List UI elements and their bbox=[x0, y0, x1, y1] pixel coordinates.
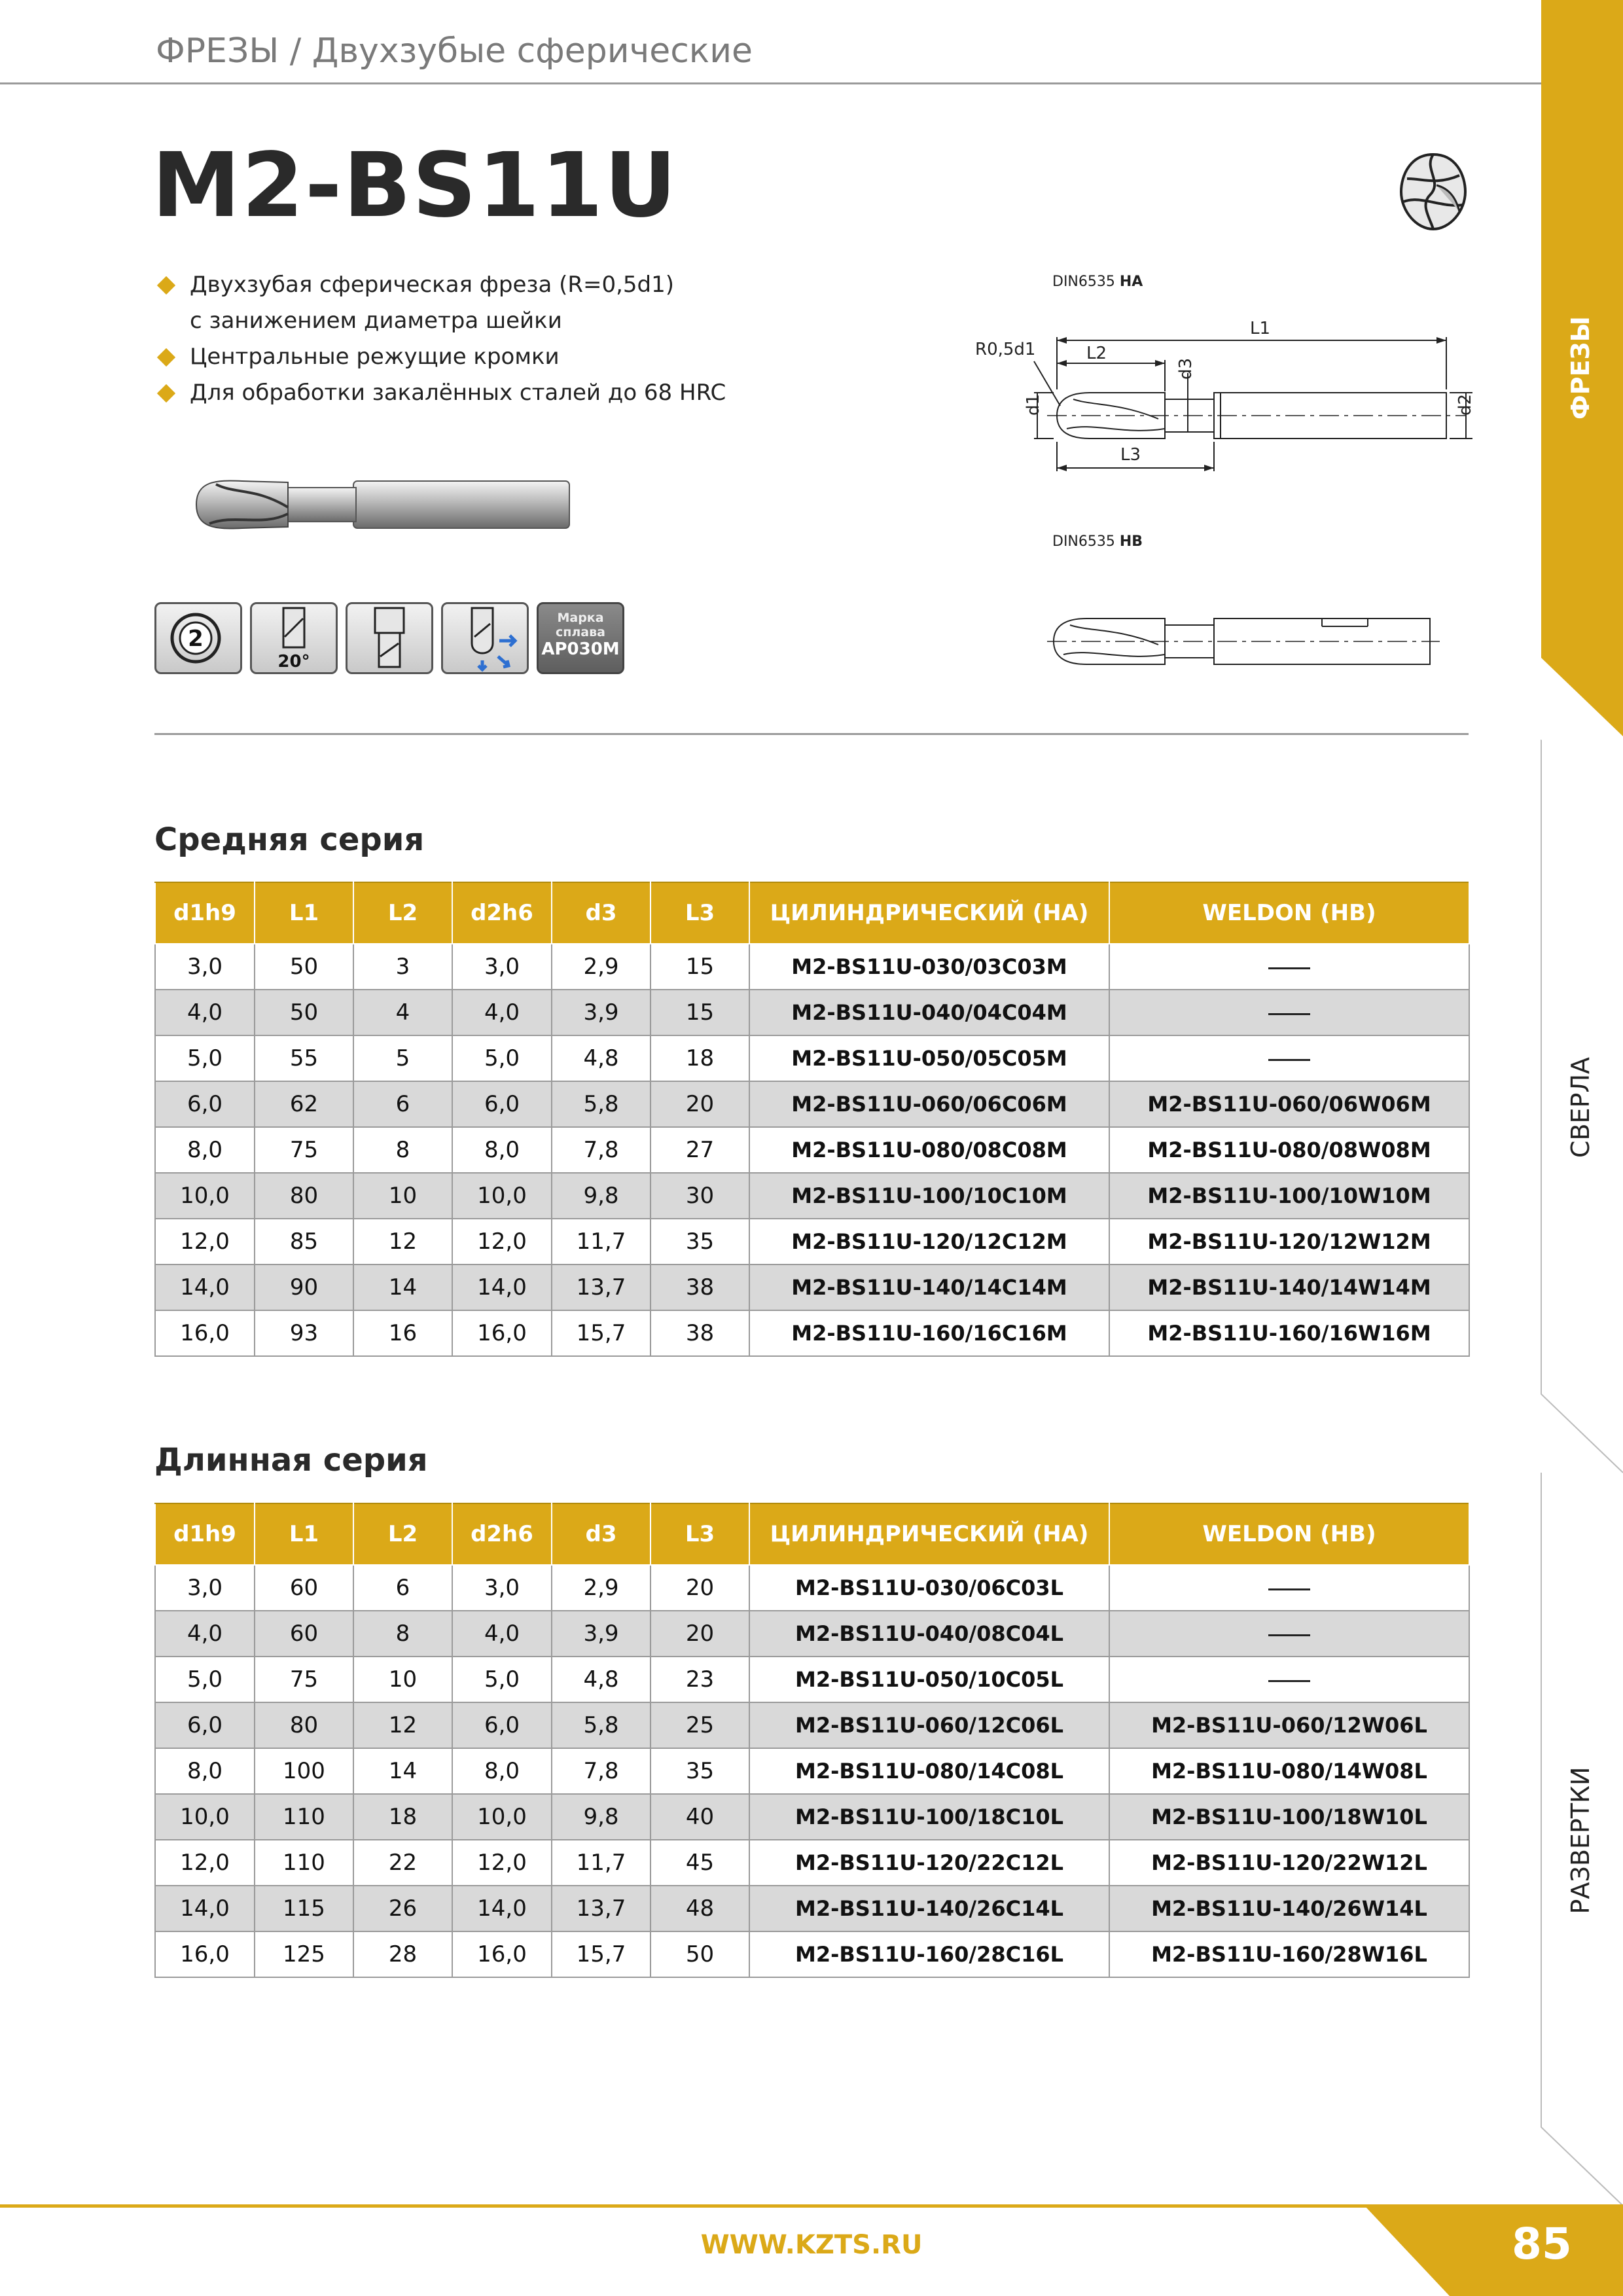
carbide-grade-badge bbox=[537, 602, 624, 674]
dimension-cell: 15,7 bbox=[552, 1931, 651, 1977]
table-row bbox=[155, 1794, 1469, 1840]
dimension-cell: 48 bbox=[651, 1886, 749, 1931]
din-hb-label: DIN6535 HB bbox=[1052, 533, 1143, 550]
dimension-cell: 75 bbox=[255, 1657, 353, 1702]
article-code-cell: M2-BS11U-040/04C04M bbox=[749, 990, 1109, 1035]
dash-icon bbox=[1268, 1634, 1310, 1636]
dimension-cell: 16 bbox=[353, 1310, 452, 1356]
article-code-cell: M2-BS11U-160/16W16M bbox=[1109, 1310, 1469, 1356]
article-code-cell: M2-BS11U-050/05C05M bbox=[749, 1035, 1109, 1081]
article-code-cell: M2-BS11U-060/06C06M bbox=[749, 1081, 1109, 1127]
table-row bbox=[155, 1081, 1469, 1127]
dimension-cell: 12 bbox=[353, 1702, 452, 1748]
dimension-cell: 80 bbox=[255, 1702, 353, 1748]
article-code-cell: M2-BS11U-100/10W10M bbox=[1109, 1173, 1469, 1219]
diamond-bullet-icon bbox=[157, 384, 175, 403]
article-code-cell: M2-BS11U-120/22W12L bbox=[1109, 1840, 1469, 1886]
column-header: ЦИЛИНДРИЧЕСКИЙ (HA) bbox=[749, 1503, 1109, 1565]
article-code-cell: M2-BS11U-080/14W08L bbox=[1109, 1748, 1469, 1794]
dimension-cell: 100 bbox=[255, 1748, 353, 1794]
feature-item: Центральные режущие кромки bbox=[156, 339, 726, 375]
helix-angle-icon bbox=[250, 602, 338, 674]
dimension-cell: 5,8 bbox=[552, 1081, 651, 1127]
article-code-cell: M2-BS11U-140/14C14M bbox=[749, 1265, 1109, 1310]
article-code-cell: M2-BS11U-080/08W08M bbox=[1109, 1127, 1469, 1173]
dimension-cell: 6 bbox=[353, 1565, 452, 1611]
dimension-cell: 6 bbox=[353, 1081, 452, 1127]
dimension-cell: 16,0 bbox=[452, 1310, 552, 1356]
svg-text:d2: d2 bbox=[1455, 393, 1475, 416]
table-row bbox=[155, 944, 1469, 990]
table-row bbox=[155, 1219, 1469, 1265]
dimension-cell: 14 bbox=[353, 1748, 452, 1794]
dimension-cell: 12,0 bbox=[452, 1219, 552, 1265]
dimension-cell: 3,0 bbox=[155, 944, 255, 990]
column-header: L2 bbox=[353, 1503, 452, 1565]
dimension-cell: 35 bbox=[651, 1748, 749, 1794]
dimension-cell: 27 bbox=[651, 1127, 749, 1173]
dimension-cell: 4,0 bbox=[155, 1611, 255, 1657]
svg-text:20°: 20° bbox=[277, 652, 310, 672]
dimension-cell: 10,0 bbox=[155, 1794, 255, 1840]
dimension-cell: 4,0 bbox=[155, 990, 255, 1035]
svg-text:L2: L2 bbox=[1086, 344, 1107, 363]
dimension-cell: 14,0 bbox=[155, 1886, 255, 1931]
table-row bbox=[155, 1657, 1469, 1702]
article-code-cell: M2-BS11U-160/28C16L bbox=[749, 1931, 1109, 1977]
tab-drills[interactable]: СВЕРЛА bbox=[1566, 1056, 1595, 1158]
dimension-cell: 5 bbox=[353, 1035, 452, 1081]
dimension-cell: 9,8 bbox=[552, 1794, 651, 1840]
dimension-cell: 8,0 bbox=[155, 1748, 255, 1794]
dimension-cell: 11,7 bbox=[552, 1219, 651, 1265]
table-header-row bbox=[155, 882, 1469, 944]
dimension-cell: 60 bbox=[255, 1565, 353, 1611]
article-code-cell: M2-BS11U-120/12W12M bbox=[1109, 1219, 1469, 1265]
dimension-cell: 6,0 bbox=[155, 1081, 255, 1127]
dimension-cell: 62 bbox=[255, 1081, 353, 1127]
table-row bbox=[155, 1611, 1469, 1657]
dimension-cell: 6,0 bbox=[452, 1081, 552, 1127]
svg-text:d3: d3 bbox=[1176, 357, 1196, 380]
dimension-cell: 4,0 bbox=[452, 1611, 552, 1657]
dash-icon bbox=[1268, 1059, 1310, 1061]
dimension-cell: 5,8 bbox=[552, 1702, 651, 1748]
dimension-cell: 2,9 bbox=[552, 944, 651, 990]
column-header: d1h9 bbox=[155, 882, 255, 944]
two-flute-icon bbox=[156, 604, 240, 672]
dimension-cell: 10 bbox=[353, 1173, 452, 1219]
article-code-cell: M2-BS11U-100/18W10L bbox=[1109, 1794, 1469, 1840]
dimension-cell: 12,0 bbox=[155, 1840, 255, 1886]
grade-value: AP030M bbox=[541, 639, 620, 659]
column-header: d2h6 bbox=[452, 1503, 552, 1565]
column-header: L3 bbox=[651, 882, 749, 944]
weldon-not-available bbox=[1109, 1035, 1469, 1081]
dimension-cell: 3,0 bbox=[452, 944, 552, 990]
dimension-cell: 28 bbox=[353, 1931, 452, 1977]
dimension-cell: 38 bbox=[651, 1265, 749, 1310]
dimension-cell: 93 bbox=[255, 1310, 353, 1356]
dimension-cell: 4 bbox=[353, 990, 452, 1035]
article-code-cell: M2-BS11U-080/08C08M bbox=[749, 1127, 1109, 1173]
table-row bbox=[155, 1702, 1469, 1748]
dimension-cell: 10,0 bbox=[452, 1794, 552, 1840]
dimension-cell: 5,0 bbox=[155, 1657, 255, 1702]
dimension-cell: 13,7 bbox=[552, 1886, 651, 1931]
dimension-cell: 3,9 bbox=[552, 990, 651, 1035]
article-code-cell: M2-BS11U-140/14W14M bbox=[1109, 1265, 1469, 1310]
column-header: d2h6 bbox=[452, 882, 552, 944]
weldon-not-available bbox=[1109, 990, 1469, 1035]
footer-website-link[interactable]: WWW.KZTS.RU bbox=[700, 2230, 923, 2260]
dimension-cell: 115 bbox=[255, 1886, 353, 1931]
dimension-cell: 20 bbox=[651, 1081, 749, 1127]
column-header: d3 bbox=[552, 882, 651, 944]
tool-photo-image bbox=[190, 468, 576, 547]
table-row bbox=[155, 1173, 1469, 1219]
dimension-cell: 15,7 bbox=[552, 1310, 651, 1356]
article-code-cell: M2-BS11U-060/12W06L bbox=[1109, 1702, 1469, 1748]
table-row bbox=[155, 1265, 1469, 1310]
article-code-cell: M2-BS11U-030/06C03L bbox=[749, 1565, 1109, 1611]
reduced-neck-icon bbox=[346, 602, 433, 674]
dimension-cell: 5,0 bbox=[452, 1035, 552, 1081]
table-row bbox=[155, 1931, 1469, 1977]
tab-reamers[interactable]: РАЗВЕРТКИ bbox=[1566, 1767, 1595, 1914]
dimension-cell: 18 bbox=[353, 1794, 452, 1840]
weldon-not-available bbox=[1109, 1611, 1469, 1657]
article-code-cell: M2-BS11U-160/28W16L bbox=[1109, 1931, 1469, 1977]
dimension-cell: 8,0 bbox=[452, 1127, 552, 1173]
table-row bbox=[155, 1565, 1469, 1611]
ball-nose-icon bbox=[1397, 149, 1469, 234]
dimension-cell: 15 bbox=[651, 944, 749, 990]
dimension-cell: 11,7 bbox=[552, 1840, 651, 1886]
dimension-cell: 8,0 bbox=[155, 1127, 255, 1173]
dimension-cell: 125 bbox=[255, 1931, 353, 1977]
dimension-cell: 7,8 bbox=[552, 1748, 651, 1794]
feature-list bbox=[156, 267, 726, 411]
dimension-cell: 16,0 bbox=[452, 1931, 552, 1977]
weldon-not-available bbox=[1109, 1657, 1469, 1702]
dimension-cell: 22 bbox=[353, 1840, 452, 1886]
feature-item: Двухзубая сферическая фреза (R=0,5d1) bbox=[156, 267, 726, 303]
dimension-cell: 38 bbox=[651, 1310, 749, 1356]
column-header: L1 bbox=[255, 1503, 353, 1565]
dash-icon bbox=[1268, 1588, 1310, 1590]
dimension-cell: 80 bbox=[255, 1173, 353, 1219]
column-header: L1 bbox=[255, 882, 353, 944]
article-code-cell: M2-BS11U-160/16C16M bbox=[749, 1310, 1109, 1356]
property-icons bbox=[154, 602, 624, 674]
dimension-cell: 14,0 bbox=[452, 1265, 552, 1310]
dimension-cell: 10 bbox=[353, 1657, 452, 1702]
article-code-cell: M2-BS11U-100/18C10L bbox=[749, 1794, 1109, 1840]
dimension-cell: 75 bbox=[255, 1127, 353, 1173]
svg-text:2: 2 bbox=[188, 626, 204, 652]
diamond-bullet-icon bbox=[157, 348, 175, 367]
dimension-cell: 85 bbox=[255, 1219, 353, 1265]
dimension-cell: 3,0 bbox=[155, 1565, 255, 1611]
dimension-cell: 35 bbox=[651, 1219, 749, 1265]
dimension-cell: 26 bbox=[353, 1886, 452, 1931]
article-code-cell: M2-BS11U-140/26W14L bbox=[1109, 1886, 1469, 1931]
medium-series-table bbox=[154, 882, 1470, 1357]
dimension-cell: 12,0 bbox=[155, 1219, 255, 1265]
table-row bbox=[155, 1886, 1469, 1931]
din-ha-label: DIN6535 HA bbox=[1052, 274, 1143, 290]
table-row bbox=[155, 1310, 1469, 1356]
column-header: ЦИЛИНДРИЧЕСКИЙ (HA) bbox=[749, 882, 1109, 944]
article-code-cell: M2-BS11U-030/03C03M bbox=[749, 944, 1109, 990]
breadcrumb: ФРЕЗЫ / Двухзубые сферические bbox=[156, 31, 753, 71]
dimension-cell: 90 bbox=[255, 1265, 353, 1310]
dimension-cell: 13,7 bbox=[552, 1265, 651, 1310]
dimension-cell: 5,0 bbox=[155, 1035, 255, 1081]
dimension-cell: 14,0 bbox=[155, 1265, 255, 1310]
din-hb-drawing bbox=[1047, 612, 1440, 671]
dimension-cell: 16,0 bbox=[155, 1931, 255, 1977]
table-row bbox=[155, 1840, 1469, 1886]
dimension-cell: 3,9 bbox=[552, 1611, 651, 1657]
product-title: M2-BS11U bbox=[152, 134, 678, 238]
weldon-not-available bbox=[1109, 944, 1469, 990]
dimension-cell: 16,0 bbox=[155, 1310, 255, 1356]
dimension-cell: 23 bbox=[651, 1657, 749, 1702]
dimension-cell: 15 bbox=[651, 990, 749, 1035]
feature-item: с занижением диаметра шейки bbox=[190, 308, 562, 334]
dimension-cell: 40 bbox=[651, 1794, 749, 1840]
dimension-cell: 4,8 bbox=[552, 1657, 651, 1702]
long-series-table bbox=[154, 1503, 1470, 1978]
dimension-cell: 20 bbox=[651, 1565, 749, 1611]
dimension-cell: 10,0 bbox=[452, 1173, 552, 1219]
dash-icon bbox=[1268, 1680, 1310, 1682]
dimension-cell: 14 bbox=[353, 1265, 452, 1310]
column-header: L3 bbox=[651, 1503, 749, 1565]
column-header: d1h9 bbox=[155, 1503, 255, 1565]
column-header: d3 bbox=[552, 1503, 651, 1565]
dimension-cell: 50 bbox=[651, 1931, 749, 1977]
table-row bbox=[155, 990, 1469, 1035]
table-header-row bbox=[155, 1503, 1469, 1565]
table-row bbox=[155, 1035, 1469, 1081]
table-row bbox=[155, 1127, 1469, 1173]
dash-icon bbox=[1268, 1013, 1310, 1015]
dimension-cell: 4,0 bbox=[452, 990, 552, 1035]
dimension-cell: 12 bbox=[353, 1219, 452, 1265]
dimension-cell: 45 bbox=[651, 1840, 749, 1886]
dimension-cell: 55 bbox=[255, 1035, 353, 1081]
dimension-cell: 8 bbox=[353, 1127, 452, 1173]
article-code-cell: M2-BS11U-100/10C10M bbox=[749, 1173, 1109, 1219]
tab-milling[interactable]: ФРЕЗЫ bbox=[1566, 316, 1595, 420]
article-code-cell: M2-BS11U-120/22C12L bbox=[749, 1840, 1109, 1886]
header-divider bbox=[0, 82, 1543, 84]
dimension-cell: 18 bbox=[651, 1035, 749, 1081]
medium-series-title: Средняя серия bbox=[154, 821, 425, 858]
long-series-title: Длинная серия bbox=[154, 1442, 428, 1479]
din-ha-drawing bbox=[969, 308, 1475, 484]
svg-text:R0,5d1: R0,5d1 bbox=[975, 340, 1036, 359]
article-code-cell: M2-BS11U-060/12C06L bbox=[749, 1702, 1109, 1748]
dimension-cell: 6,0 bbox=[155, 1702, 255, 1748]
diamond-bullet-icon bbox=[157, 276, 175, 295]
dimension-cell: 14,0 bbox=[452, 1886, 552, 1931]
dimension-cell: 50 bbox=[255, 944, 353, 990]
svg-text:L3: L3 bbox=[1120, 445, 1141, 465]
flutes-icon bbox=[154, 602, 242, 674]
dimension-cell: 4,8 bbox=[552, 1035, 651, 1081]
svg-text:d1: d1 bbox=[1024, 393, 1043, 416]
article-code-cell: M2-BS11U-040/08C04L bbox=[749, 1611, 1109, 1657]
dimension-cell: 110 bbox=[255, 1840, 353, 1886]
dimension-cell: 7,8 bbox=[552, 1127, 651, 1173]
article-code-cell: M2-BS11U-140/26C14L bbox=[749, 1886, 1109, 1931]
article-code-cell: M2-BS11U-050/10C05L bbox=[749, 1657, 1109, 1702]
column-header: WELDON (HB) bbox=[1109, 1503, 1469, 1565]
dimension-cell: 3 bbox=[353, 944, 452, 990]
article-code-cell: M2-BS11U-080/14C08L bbox=[749, 1748, 1109, 1794]
column-header: WELDON (HB) bbox=[1109, 882, 1469, 944]
column-header: L2 bbox=[353, 882, 452, 944]
page-number: 85 bbox=[1512, 2219, 1572, 2269]
article-code-cell: M2-BS11U-120/12C12M bbox=[749, 1219, 1109, 1265]
dimension-cell: 60 bbox=[255, 1611, 353, 1657]
table-row bbox=[155, 1748, 1469, 1794]
dimension-cell: 3,0 bbox=[452, 1565, 552, 1611]
dimension-cell: 9,8 bbox=[552, 1173, 651, 1219]
feature-item: Для обработки закалённых сталей до 68 HRC bbox=[156, 375, 726, 411]
dimension-cell: 25 bbox=[651, 1702, 749, 1748]
dimension-cell: 8,0 bbox=[452, 1748, 552, 1794]
ball-nose-direction-icon bbox=[441, 602, 529, 674]
dimension-cell: 110 bbox=[255, 1794, 353, 1840]
dimension-cell: 12,0 bbox=[452, 1840, 552, 1886]
grade-label: Марка сплава bbox=[556, 611, 605, 639]
dimension-cell: 5,0 bbox=[452, 1657, 552, 1702]
dimension-cell: 50 bbox=[255, 990, 353, 1035]
weldon-not-available bbox=[1109, 1565, 1469, 1611]
dash-icon bbox=[1268, 967, 1310, 969]
section-divider bbox=[154, 733, 1469, 735]
article-code-cell: M2-BS11U-060/06W06M bbox=[1109, 1081, 1469, 1127]
dimension-cell: 10,0 bbox=[155, 1173, 255, 1219]
dimension-cell: 2,9 bbox=[552, 1565, 651, 1611]
dimension-cell: 8 bbox=[353, 1611, 452, 1657]
dimension-cell: 6,0 bbox=[452, 1702, 552, 1748]
svg-text:L1: L1 bbox=[1250, 319, 1271, 338]
dimension-cell: 20 bbox=[651, 1611, 749, 1657]
dimension-cell: 30 bbox=[651, 1173, 749, 1219]
